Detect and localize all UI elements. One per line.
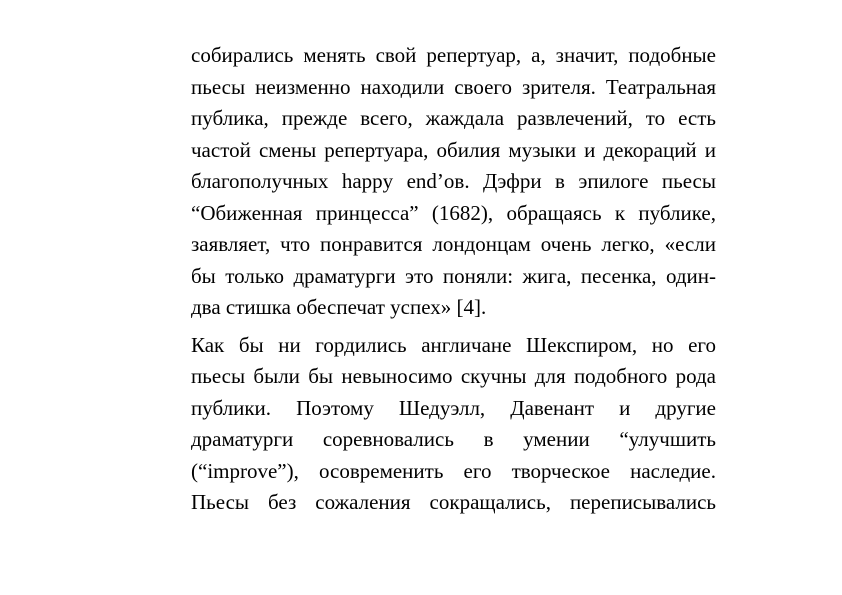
- text-line: Как бы ни гордились англичане Шекспиром, но его: [191, 332, 716, 357]
- text-line: (“improve”), осовременить его творческое наследие.: [191, 458, 716, 483]
- text-line: заявляет, что понравится лондонцам очень легко, «если: [191, 232, 716, 256]
- text-line: публика, прежде всего, жаждала развлечений, то есть: [191, 106, 716, 130]
- text-line: драматурги соревновались в умении “улучшить: [191, 427, 716, 451]
- paragraph-2: [191, 330, 716, 519]
- text-line: частой смены репертуара, обилия музыки и декораций и: [191, 137, 716, 162]
- text-line: пьесы были бы невыносимо скучны для подобного рода: [191, 364, 716, 388]
- text-line: публики. Поэтому Шедуэлл, Давенант и другие: [191, 395, 716, 420]
- text-line: Пьесы без сожаления сокращались, переписывались: [191, 490, 716, 514]
- body-text: [191, 40, 716, 519]
- text-line: собирались менять свой репертуар, а, значит, подобные: [191, 43, 716, 67]
- text-line: благополучных happy end’ов. Дэфри в эпилоге пьесы: [191, 169, 716, 193]
- text-line: бы только драматурги это поняли: жига, песенка, один-: [191, 263, 716, 288]
- text-line: пьесы неизменно находили своего зрителя. Театральная: [191, 74, 716, 99]
- text-line: “Обиженная принцесса” (1682), обращаясь к публике,: [191, 200, 716, 225]
- paragraph-1: [191, 40, 716, 324]
- text-line: два стишка обеспечат успех» [4].: [191, 295, 487, 319]
